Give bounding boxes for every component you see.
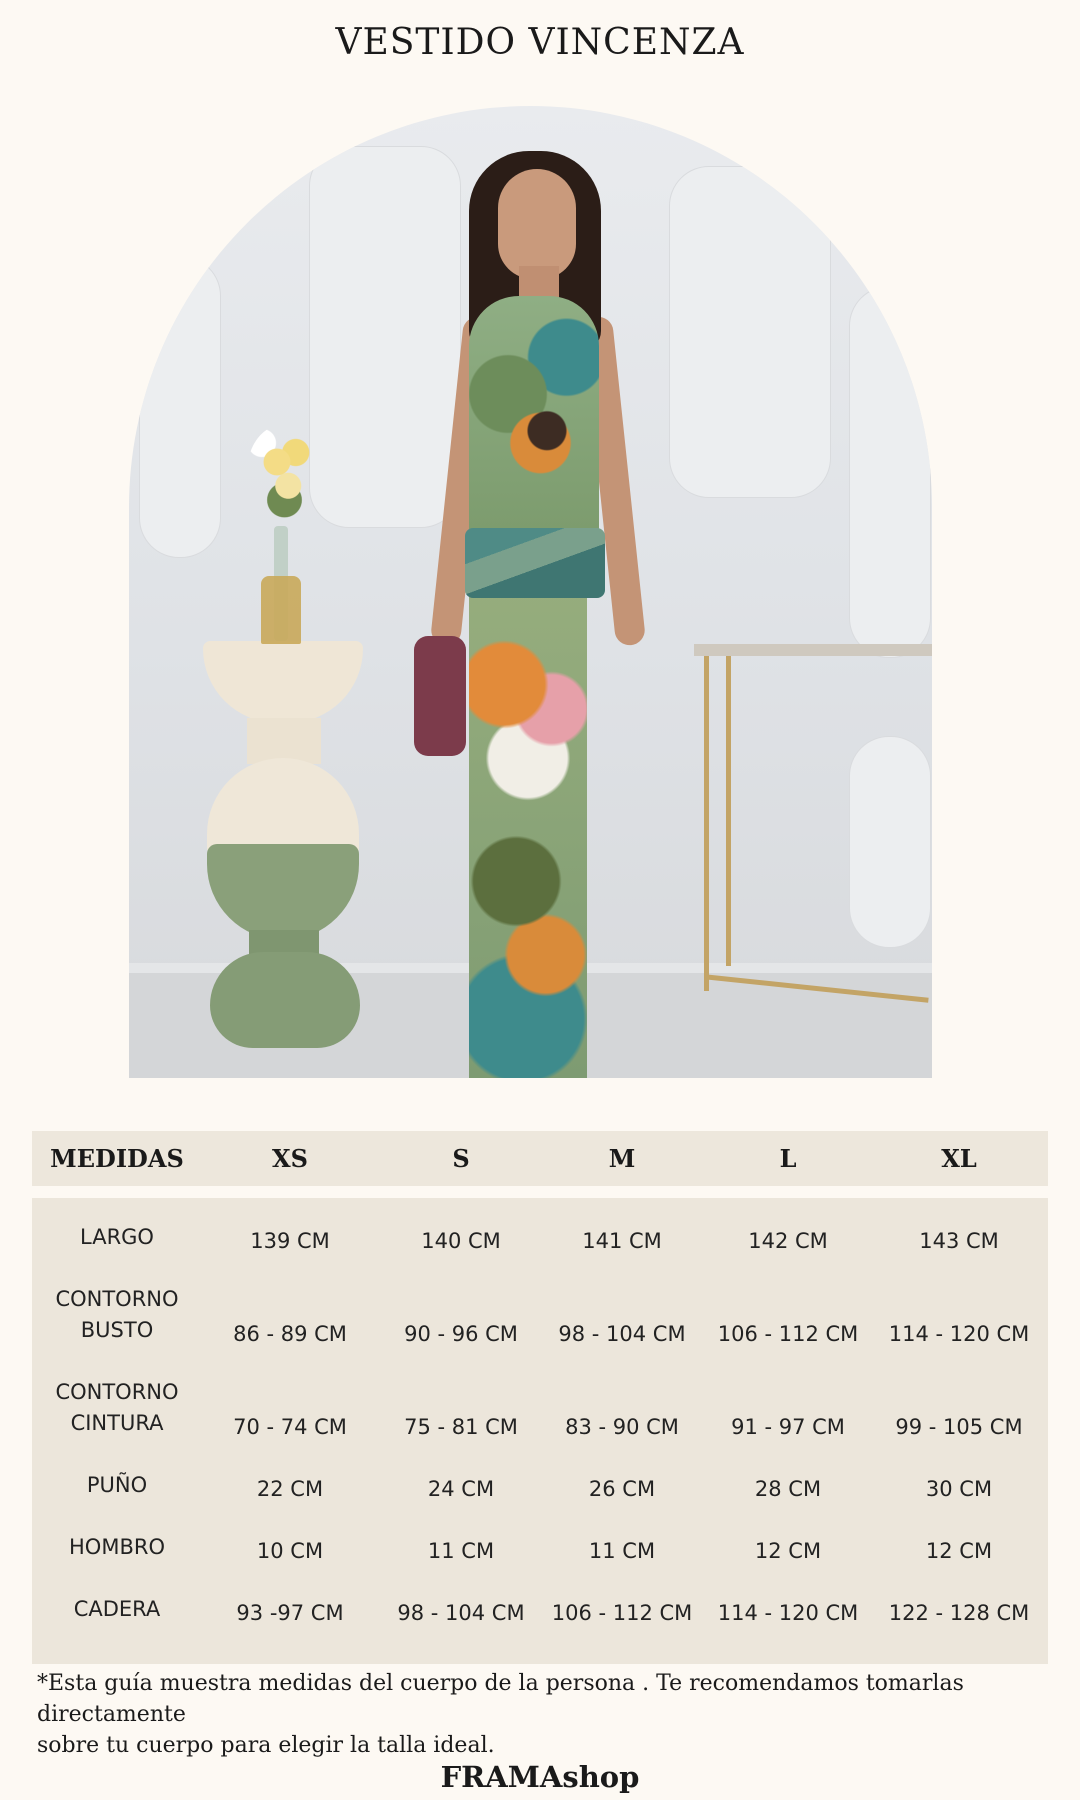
row-label-line: PUÑO	[86, 1473, 148, 1497]
pedestal	[207, 758, 359, 858]
row-label-line: CONTORNO	[55, 1380, 179, 1404]
wall-panel	[849, 736, 931, 948]
cell-m: 11 CM	[588, 1539, 656, 1563]
cell-s: 75 - 81 CM	[404, 1415, 518, 1439]
table-row-cintura	[32, 1346, 1048, 1439]
cell-m: 26 CM	[588, 1477, 656, 1501]
row-label	[32, 1222, 202, 1253]
cell-xl: 30 CM	[925, 1477, 993, 1501]
cell-s: 98 - 104 CM	[397, 1601, 525, 1625]
cell-xl: 99 - 105 CM	[895, 1415, 1023, 1439]
cell-xs: 70 - 74 CM	[233, 1415, 347, 1439]
page-title: VESTIDO VINCENZA	[335, 22, 745, 63]
disclaimer-note	[37, 1668, 1047, 1761]
cell-s: 11 CM	[427, 1539, 495, 1563]
cell-l: 91 - 97 CM	[731, 1415, 845, 1439]
header-s: S	[452, 1144, 470, 1173]
cell-l: 142 CM	[748, 1229, 828, 1253]
cell-xl: 114 - 120 CM	[888, 1322, 1030, 1346]
cell-xs: 139 CM	[250, 1229, 330, 1253]
cell-xs: 93 -97 CM	[236, 1601, 344, 1625]
flowers	[247, 424, 322, 519]
product-photo	[129, 106, 932, 1078]
size-chart-body	[32, 1198, 1048, 1664]
brand-name: FRAMAshop	[440, 1760, 640, 1794]
note-line: sobre tu cuerpo para elegir la talla ideal.	[37, 1733, 495, 1758]
row-label	[32, 1377, 202, 1439]
table-row-hombro	[32, 1501, 1048, 1563]
size-chart	[32, 1131, 1048, 1664]
cell-s: 140 CM	[421, 1229, 501, 1253]
cell-l: 114 - 120 CM	[717, 1601, 859, 1625]
table-leg	[726, 656, 731, 966]
wall-panel	[849, 286, 931, 658]
dress-skirt	[469, 586, 587, 1078]
table-row-largo	[32, 1208, 1048, 1253]
row-label-line: CONTORNO	[55, 1287, 179, 1311]
pedestal	[203, 641, 363, 723]
cell-s: 24 CM	[427, 1477, 495, 1501]
row-label	[32, 1284, 202, 1346]
size-chart-header	[32, 1131, 1048, 1186]
table-row-busto	[32, 1253, 1048, 1346]
pedestal	[207, 844, 359, 940]
row-label-line: BUSTO	[80, 1318, 154, 1342]
cell-xs: 22 CM	[256, 1477, 324, 1501]
cell-xl: 122 - 128 CM	[888, 1601, 1030, 1625]
header-medidas: MEDIDAS	[50, 1144, 184, 1173]
wall-panel	[139, 256, 221, 558]
row-label-line: HOMBRO	[69, 1535, 165, 1559]
cell-m: 83 - 90 CM	[565, 1415, 679, 1439]
row-label-line: LARGO	[80, 1225, 154, 1249]
header-m: M	[608, 1144, 636, 1173]
cell-m: 98 - 104 CM	[558, 1322, 686, 1346]
row-label	[32, 1594, 202, 1625]
header-xl: XL	[941, 1144, 977, 1173]
table-row-cadera	[32, 1563, 1048, 1625]
note-line: *Esta guía muestra medidas del cuerpo de la persona . Te recomendamos tomarlas directamente	[37, 1671, 964, 1727]
header-xs: XS	[272, 1144, 308, 1173]
row-label	[32, 1532, 202, 1563]
cell-xl: 143 CM	[919, 1229, 999, 1253]
row-label-line: CINTURA	[70, 1411, 164, 1435]
cell-m: 106 - 112 CM	[551, 1601, 693, 1625]
cell-l: 28 CM	[754, 1477, 822, 1501]
cell-xs: 86 - 89 CM	[233, 1322, 347, 1346]
table-row-puno	[32, 1439, 1048, 1501]
giraffe-figurine	[261, 576, 301, 644]
dress-wrap	[465, 528, 605, 598]
wall-panel	[309, 146, 461, 528]
cell-s: 90 - 96 CM	[404, 1322, 518, 1346]
wall-panel	[669, 166, 831, 498]
model-face	[498, 169, 576, 279]
cell-m: 141 CM	[582, 1229, 662, 1253]
cell-l: 106 - 112 CM	[717, 1322, 859, 1346]
dress-bodice	[469, 296, 599, 541]
handbag	[414, 636, 466, 756]
table-leg	[704, 656, 709, 991]
cell-xs: 10 CM	[256, 1539, 324, 1563]
console-table	[694, 644, 932, 656]
row-label	[32, 1470, 202, 1501]
pedestal	[210, 952, 360, 1048]
cell-l: 12 CM	[754, 1539, 822, 1563]
header-l: L	[779, 1144, 797, 1173]
row-label-line: CADERA	[73, 1597, 161, 1621]
cell-xl: 12 CM	[925, 1539, 993, 1563]
